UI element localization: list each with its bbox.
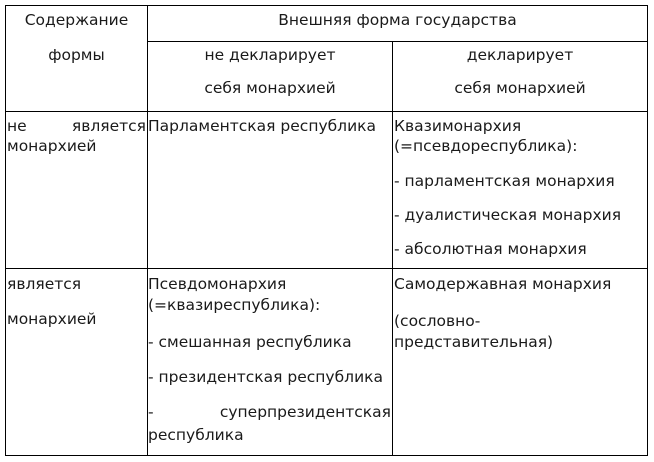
row1-bottom-border: [5, 268, 648, 269]
list-item: - смешанная республика: [148, 333, 352, 351]
header-not-declares-line1: не декларирует: [204, 46, 336, 64]
table-top-border: [5, 5, 648, 6]
row2-not-declares-line2: (=квазиреспублика):: [148, 296, 321, 314]
list-item: - парламентская монархия: [394, 172, 615, 190]
list-item: - дуалистическая монархия: [394, 206, 622, 224]
header-declares-line2: себя монархией: [454, 79, 586, 97]
list-item: - абсолютная монархия: [394, 240, 587, 258]
row1-label-word2: является: [71, 117, 146, 135]
header-not-declares-line2: себя монархией: [204, 79, 336, 97]
first-column-divider: [147, 5, 148, 456]
row2-declares-line1: Самодержавная монархия: [394, 275, 612, 293]
header-bottom-border: [5, 111, 648, 112]
row2-not-declares-line1: Псевдомонархия: [148, 275, 287, 293]
row1-declares-line2: (=псевдореспублика):: [394, 137, 578, 155]
header-external-form: Внешняя форма государства: [278, 11, 517, 29]
table-left-border: [5, 5, 6, 456]
header-declares-line1: декларирует: [466, 46, 574, 64]
row2-label-line1: является: [7, 275, 82, 293]
table-right-border: [647, 5, 648, 456]
super-dash: -: [148, 403, 154, 421]
row1-label-line2: монархией: [7, 137, 97, 155]
second-column-divider: [392, 41, 393, 456]
row2-super-line: [148, 401, 391, 423]
table-bottom-border: [5, 455, 648, 456]
row1-declares-line1: Квазимонархия: [394, 117, 522, 135]
row1-label-word1: не: [7, 117, 27, 135]
header-content-line2: формы: [48, 46, 105, 64]
row1-label-line1: [7, 115, 146, 137]
header-content-line1: Содержание: [24, 11, 129, 29]
row2-super-line2: республика: [148, 426, 244, 444]
row2-label-line2: монархией: [7, 310, 97, 328]
row2-declares-line3: представительная): [394, 333, 554, 351]
row1-not-declares-cell: Парламентская республика: [148, 117, 377, 135]
super-word: суперпрезидентская: [219, 403, 391, 421]
header-inner-divider: [147, 41, 648, 42]
row2-declares-line2: (сословно-: [394, 312, 481, 330]
list-item: - президентская республика: [148, 368, 383, 386]
